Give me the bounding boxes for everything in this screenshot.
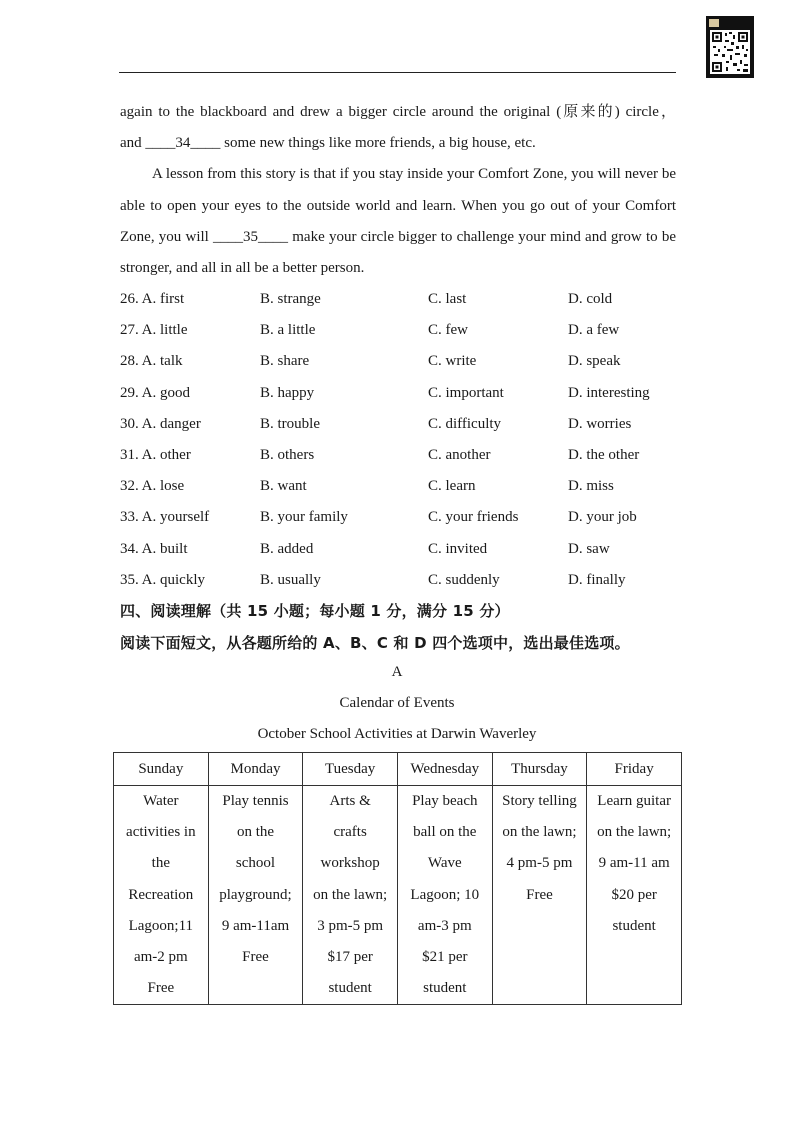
- event-cell-tuesday: [303, 786, 398, 1005]
- event-cell-friday: [587, 786, 682, 1005]
- cell-line: am-2 pm: [133, 949, 188, 966]
- passage-continuation: [120, 97, 676, 284]
- option-a: 31. A. other: [120, 446, 191, 463]
- passage-paragraph-2: A lesson from this story is that if you stay inside your Comfort Zone, you will never be able to open your eyes to the outside world and learn. When you go out of your Comfort Zone, you will ____35____ make your circle bigger to challenge your mind and grow to be stronger, and all in all be a better person.: [120, 166, 676, 277]
- calendar-body-row: [114, 786, 682, 1005]
- option-c: C. last: [428, 291, 467, 307]
- cell-line: on the: [236, 824, 275, 841]
- cell-line: Learn guitar: [597, 793, 671, 809]
- cell-line: $20 per: [611, 886, 657, 903]
- option-b: B. share: [260, 353, 310, 370]
- cell-line: 9 am-11 am: [598, 855, 670, 872]
- cell-line: student: [423, 980, 467, 997]
- event-cell-thursday: [492, 786, 587, 1005]
- cell-line: Lagoon;11: [128, 917, 194, 934]
- option-a: 32. A. lose: [120, 478, 185, 495]
- option-c: C. another: [428, 446, 491, 463]
- option-c: C. learn: [428, 478, 476, 495]
- cell-line: student: [328, 980, 372, 997]
- cell-line: Wave: [427, 855, 462, 872]
- option-c: C. difficulty: [428, 415, 502, 432]
- option-c: C. important: [428, 384, 504, 401]
- cell-line: Lagoon; 10: [410, 886, 480, 903]
- cell-line: Story telling: [502, 793, 577, 809]
- cell-line: Recreation: [128, 886, 194, 903]
- option-b: B. a little: [260, 322, 316, 339]
- day-header: Sunday: [114, 753, 209, 786]
- option-b: B. others: [260, 446, 315, 463]
- section-title: 四、阅读理解（共 15 小题；每小题 1 分，满分 15 分）: [120, 602, 510, 620]
- qr-code: [706, 16, 754, 78]
- cell-line: am-3 pm: [417, 917, 472, 934]
- cell-line: on the lawn;: [502, 824, 577, 841]
- section-instruction: 阅读下面短文，从各题所给的 A、B、C 和 D 四个选项中，选出最佳选项。: [120, 634, 630, 652]
- calendar-table: [113, 752, 682, 1005]
- cell-line: Free: [242, 949, 269, 966]
- option-b: B. want: [260, 478, 307, 495]
- cell-line: Play tennis: [222, 793, 289, 809]
- event-cell-monday: [208, 786, 303, 1005]
- event-cell-wednesday: [397, 786, 492, 1005]
- option-d: D. cold: [568, 291, 613, 307]
- option-a: 34. A. built: [120, 540, 188, 557]
- header-rule: [119, 72, 676, 73]
- option-a: 29. A. good: [120, 384, 191, 401]
- cell-line: $21 per: [422, 949, 468, 966]
- option-b: B. happy: [260, 384, 315, 401]
- option-c: C. few: [428, 322, 468, 339]
- cell-line: 4 pm-5 pm: [506, 855, 573, 872]
- option-a: 26. A. first: [120, 291, 185, 307]
- cell-line: on the lawn;: [597, 824, 672, 841]
- passage-line-1: again to the blackboard and drew a bigger circle around the original (原来的) circle，: [120, 104, 676, 120]
- option-c: C. invited: [428, 540, 488, 557]
- passage-letter: A: [391, 664, 403, 680]
- day-header: Wednesday: [397, 753, 492, 786]
- option-d: D. the other: [568, 446, 640, 463]
- option-b: B. usually: [260, 571, 321, 588]
- day-header: Thursday: [492, 753, 587, 786]
- option-b: B. added: [260, 540, 314, 557]
- event-cell-sunday: [114, 786, 209, 1005]
- option-d: D. interesting: [568, 384, 650, 401]
- option-b: B. trouble: [260, 415, 320, 432]
- option-d: D. miss: [568, 478, 614, 495]
- option-a: 27. A. little: [120, 322, 188, 339]
- option-a: 35. A. quickly: [120, 571, 205, 588]
- cell-line: activities in: [126, 824, 196, 841]
- cell-line: Free: [526, 886, 553, 903]
- option-c: C. your friends: [428, 509, 519, 526]
- option-d: D. worries: [568, 415, 632, 432]
- cell-line: on the lawn;: [313, 886, 388, 903]
- option-d: D. finally: [568, 571, 626, 588]
- option-d: D. saw: [568, 540, 610, 557]
- option-d: D. a few: [568, 322, 620, 339]
- day-header: Tuesday: [303, 753, 398, 786]
- cell-line: Free: [147, 980, 175, 997]
- option-b: B. your family: [260, 509, 348, 526]
- option-d: D. speak: [568, 353, 621, 370]
- cell-line: Arts &: [329, 793, 371, 809]
- cell-line: student: [612, 917, 656, 934]
- option-a: 30. A. danger: [120, 415, 201, 432]
- option-a: 28. A. talk: [120, 353, 183, 370]
- cell-line: school: [235, 855, 276, 872]
- cell-line: workshop: [320, 855, 380, 872]
- qr-code-icon: [706, 16, 754, 78]
- option-a: 33. A. yourself: [120, 509, 210, 526]
- calendar-subtitle: October School Activities at Darwin Waverley: [257, 726, 537, 742]
- passage-line-2: and ____34____ some new things like more friends, a big house, etc.: [120, 135, 536, 152]
- day-header: Monday: [208, 753, 303, 786]
- option-c: C. suddenly: [428, 571, 500, 588]
- calendar-title: Calendar of Events: [339, 695, 455, 711]
- option-c: C. write: [428, 353, 477, 370]
- cell-line: $17 per: [327, 949, 373, 966]
- calendar-header-row: [114, 753, 682, 786]
- cell-line: 9 am-11am: [221, 917, 290, 934]
- cell-line: the: [151, 855, 170, 872]
- cell-line: playground;: [219, 886, 292, 903]
- option-d: D. your job: [568, 509, 637, 526]
- cell-line: 3 pm-5 pm: [317, 917, 384, 934]
- cell-line: Water: [143, 793, 179, 809]
- cell-line: Play beach: [412, 793, 478, 809]
- day-header: Friday: [587, 753, 682, 786]
- cell-line: crafts: [333, 824, 367, 841]
- option-b: B. strange: [260, 291, 321, 307]
- cell-line: ball on the: [413, 824, 477, 841]
